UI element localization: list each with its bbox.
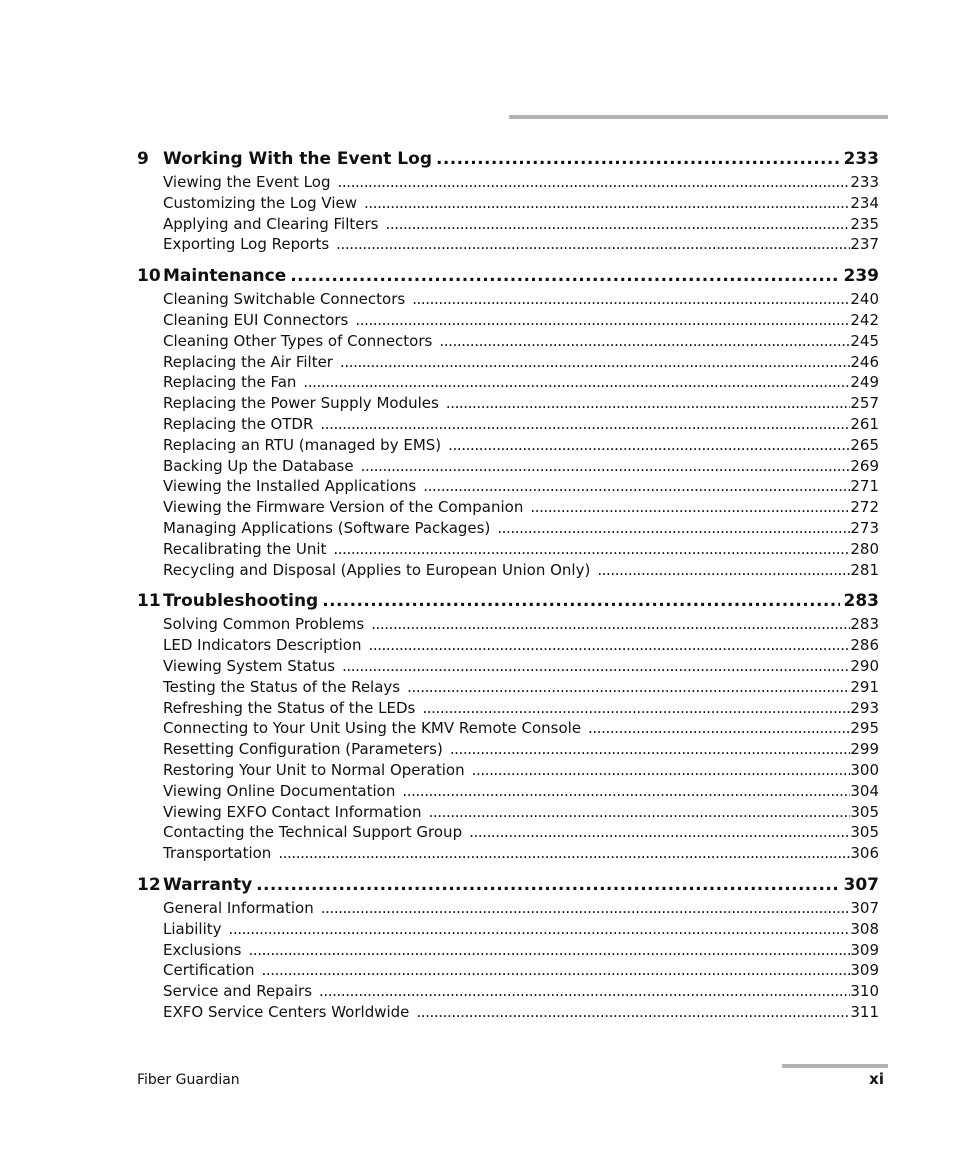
- entry-page: 249: [850, 373, 879, 392]
- entry-title: Resetting Configuration (Parameters): [163, 740, 443, 759]
- toc-entry[interactable]: [163, 393, 879, 414]
- chapter-page: 307: [843, 874, 879, 895]
- toc-entry[interactable]: [163, 718, 879, 739]
- dot-leader: [371, 614, 850, 635]
- entry-title: Testing the Status of the Relays: [163, 677, 401, 696]
- dot-leader: [361, 456, 851, 477]
- entry-title: Restoring Your Unit to Normal Operation: [163, 760, 465, 779]
- toc-entry[interactable]: [163, 289, 879, 310]
- dot-leader: [412, 289, 850, 310]
- entry-page: 280: [850, 539, 879, 558]
- table-of-contents: [137, 146, 879, 1023]
- entry-page: 265: [850, 435, 879, 454]
- entry-title: Viewing the Event Log: [163, 173, 331, 191]
- dot-leader: [337, 172, 850, 193]
- dot-leader: [439, 331, 850, 352]
- dot-leader: [342, 656, 850, 677]
- chapter-number: 9: [137, 149, 149, 169]
- toc-entry[interactable]: [163, 352, 879, 373]
- entry-page: 240: [850, 290, 879, 309]
- entry-title: Applying and Clearing Filters: [163, 214, 379, 233]
- entry-title: Service and Repairs: [163, 982, 313, 1001]
- chapter-page: 233: [843, 149, 879, 169]
- entry-page: 309: [850, 940, 879, 959]
- entry-title: Viewing the Firmware Version of the Companion: [163, 498, 524, 517]
- toc-entry[interactable]: [163, 760, 879, 781]
- entry-page: 305: [850, 823, 879, 842]
- entry-page: 242: [850, 310, 879, 329]
- dot-leader: [368, 635, 850, 656]
- entry-page: 245: [850, 331, 879, 350]
- entry-title: Cleaning Switchable Connectors: [163, 290, 406, 309]
- entry-page: 286: [850, 636, 879, 655]
- toc-entry[interactable]: [163, 172, 879, 193]
- entry-title: Customizing the Log View: [163, 193, 358, 212]
- entry-page: 271: [850, 477, 879, 496]
- toc-entry[interactable]: [163, 677, 879, 698]
- dot-leader: [385, 214, 850, 235]
- toc-chapter-12: [137, 872, 879, 1023]
- dot-leader: [290, 263, 839, 289]
- toc-entry[interactable]: [163, 698, 879, 719]
- dot-leader: [321, 898, 851, 919]
- toc-entry[interactable]: [163, 843, 879, 864]
- entry-title: Viewing Online Documentation: [163, 781, 396, 800]
- dot-leader: [336, 234, 850, 255]
- entry-title: Solving Common Problems: [163, 615, 365, 634]
- entry-title: Certification: [163, 961, 255, 980]
- entry-page: 295: [850, 719, 879, 738]
- entry-title: Viewing System Status: [163, 656, 336, 675]
- footer-page-number: xi: [869, 1070, 884, 1088]
- entry-title: Replacing the Power Supply Modules: [163, 394, 439, 413]
- toc-entry[interactable]: [163, 919, 879, 940]
- toc-entry[interactable]: [163, 193, 879, 214]
- dot-leader: [229, 919, 851, 940]
- chapter-number: 10: [137, 266, 161, 287]
- toc-entry[interactable]: [163, 739, 879, 760]
- entry-page: 310: [850, 982, 879, 1001]
- dot-leader: [402, 781, 850, 802]
- entry-page: 233: [850, 173, 879, 191]
- entry-page: 291: [850, 677, 879, 696]
- chapter-entries: [163, 898, 879, 1023]
- toc-entry[interactable]: [163, 1002, 879, 1023]
- dot-leader: [340, 352, 850, 373]
- toc-entry[interactable]: [163, 614, 879, 635]
- dot-leader: [319, 981, 850, 1002]
- entry-title: Contacting the Technical Support Group: [163, 823, 463, 842]
- entry-page: 306: [850, 844, 879, 863]
- entry-title: LED Indicators Description: [163, 636, 362, 655]
- entry-page: 304: [850, 781, 879, 800]
- toc-entry[interactable]: [163, 539, 879, 560]
- entry-title: Viewing EXFO Contact Information: [163, 802, 422, 821]
- entry-title: Exclusions: [163, 940, 242, 959]
- toc-entry[interactable]: [163, 656, 879, 677]
- dot-leader: [530, 497, 850, 518]
- dot-leader: [416, 1002, 850, 1023]
- entry-title: Replacing the Fan: [163, 373, 297, 392]
- dot-leader: [423, 476, 850, 497]
- toc-entry[interactable]: [163, 960, 879, 981]
- toc-entry[interactable]: [163, 414, 879, 435]
- footer-product-name: Fiber Guardian: [137, 1072, 240, 1088]
- dot-leader: [322, 588, 839, 614]
- entry-page: 290: [850, 656, 879, 675]
- dot-leader: [497, 518, 850, 539]
- chapter-entries: [163, 172, 879, 255]
- entry-title: Viewing the Installed Applications: [163, 477, 417, 496]
- entry-page: 307: [850, 898, 879, 917]
- entry-page: 299: [850, 740, 879, 759]
- dot-leader: [407, 677, 850, 698]
- entry-title: Replacing the Air Filter: [163, 352, 333, 371]
- entry-page: 311: [850, 1002, 879, 1021]
- dot-leader: [469, 822, 850, 843]
- dot-leader: [249, 940, 851, 961]
- toc-entry[interactable]: [163, 372, 879, 393]
- toc-chapter-11: [137, 588, 879, 864]
- dot-leader: [450, 739, 851, 760]
- toc-entry[interactable]: [163, 476, 879, 497]
- chapter-page: 283: [843, 591, 879, 612]
- dot-leader: [256, 872, 839, 898]
- dot-leader: [303, 372, 850, 393]
- toc-entry[interactable]: [163, 981, 879, 1002]
- toc-entry[interactable]: [163, 781, 879, 802]
- chapter-heading[interactable]: [137, 146, 879, 172]
- entry-title: Exporting Log Reports: [163, 235, 330, 254]
- toc-entry[interactable]: [163, 214, 879, 235]
- toc-entry[interactable]: [163, 331, 879, 352]
- dot-leader: [278, 843, 850, 864]
- entry-title: EXFO Service Centers Worldwide: [163, 1002, 410, 1021]
- entry-title: Recycling and Disposal (Applies to European Union Only): [163, 560, 591, 579]
- entry-title: Backing Up the Database: [163, 456, 354, 475]
- entry-title: Managing Applications (Software Packages): [163, 518, 491, 537]
- entry-title: Cleaning EUI Connectors: [163, 310, 349, 329]
- entry-page: 246: [850, 352, 879, 371]
- chapter-title: Working With the Event Log: [163, 149, 432, 169]
- entry-page: 305: [850, 802, 879, 821]
- dot-leader: [448, 435, 850, 456]
- chapter-title: Troubleshooting: [163, 591, 319, 612]
- dot-leader: [436, 146, 840, 172]
- toc-entry[interactable]: [163, 940, 879, 961]
- dot-leader: [597, 560, 850, 581]
- toc-entry[interactable]: [163, 822, 879, 843]
- entry-page: 261: [850, 414, 879, 433]
- dot-leader: [422, 698, 850, 719]
- entry-title: Replacing an RTU (managed by EMS): [163, 435, 442, 454]
- toc-entry[interactable]: [163, 635, 879, 656]
- entry-page: 235: [850, 214, 879, 233]
- entry-page: 293: [850, 698, 879, 717]
- entry-page: 283: [850, 615, 879, 634]
- dot-leader: [320, 414, 850, 435]
- dot-leader: [333, 539, 850, 560]
- footer-rule: [782, 1064, 888, 1068]
- entry-title: Liability: [163, 919, 222, 938]
- toc-entry[interactable]: [163, 518, 879, 539]
- entry-title: Refreshing the Status of the LEDs: [163, 698, 416, 717]
- toc-chapter-9: [137, 146, 879, 255]
- entry-page: 237: [850, 235, 879, 254]
- entry-title: Recalibrating the Unit: [163, 539, 327, 558]
- entry-page: 272: [850, 498, 879, 517]
- dot-leader: [428, 802, 850, 823]
- entry-title: Cleaning Other Types of Connectors: [163, 331, 433, 350]
- chapter-heading[interactable]: [137, 872, 879, 898]
- toc-entry[interactable]: [163, 898, 879, 919]
- dot-leader: [472, 760, 851, 781]
- toc-entry[interactable]: [163, 802, 879, 823]
- entry-page: 281: [850, 560, 879, 579]
- entry-page: 300: [850, 760, 879, 779]
- entry-title: Connecting to Your Unit Using the KMV Remote Console: [163, 719, 582, 738]
- dot-leader: [262, 960, 851, 981]
- entry-title: General Information: [163, 898, 314, 917]
- chapter-entries: [163, 614, 879, 864]
- chapter-heading[interactable]: [137, 588, 879, 614]
- toc-entry[interactable]: [163, 560, 879, 581]
- chapter-heading[interactable]: [137, 263, 879, 289]
- dot-leader: [588, 718, 850, 739]
- toc-entry[interactable]: [163, 435, 879, 456]
- chapter-entries: [163, 289, 879, 580]
- toc-entry[interactable]: [163, 497, 879, 518]
- entry-page: 273: [850, 518, 879, 537]
- chapter-number: 12: [137, 874, 161, 895]
- chapter-number: 11: [137, 591, 161, 612]
- entry-page: 308: [850, 919, 879, 938]
- entry-title: Transportation: [163, 844, 272, 863]
- entry-page: 234: [850, 193, 879, 212]
- dot-leader: [364, 193, 850, 214]
- chapter-page: 239: [843, 266, 879, 287]
- dot-leader: [446, 393, 851, 414]
- chapter-title: Warranty: [163, 874, 253, 895]
- chapter-title: Maintenance: [163, 266, 287, 287]
- entry-page: 257: [850, 394, 879, 413]
- toc-entry[interactable]: [163, 456, 879, 477]
- toc-entry[interactable]: [163, 310, 879, 331]
- toc-entry[interactable]: [163, 234, 879, 255]
- entry-title: Replacing the OTDR: [163, 414, 314, 433]
- dot-leader: [355, 310, 850, 331]
- entry-page: 269: [850, 456, 879, 475]
- toc-chapter-10: [137, 263, 879, 580]
- header-rule: [509, 115, 888, 119]
- entry-page: 309: [850, 961, 879, 980]
